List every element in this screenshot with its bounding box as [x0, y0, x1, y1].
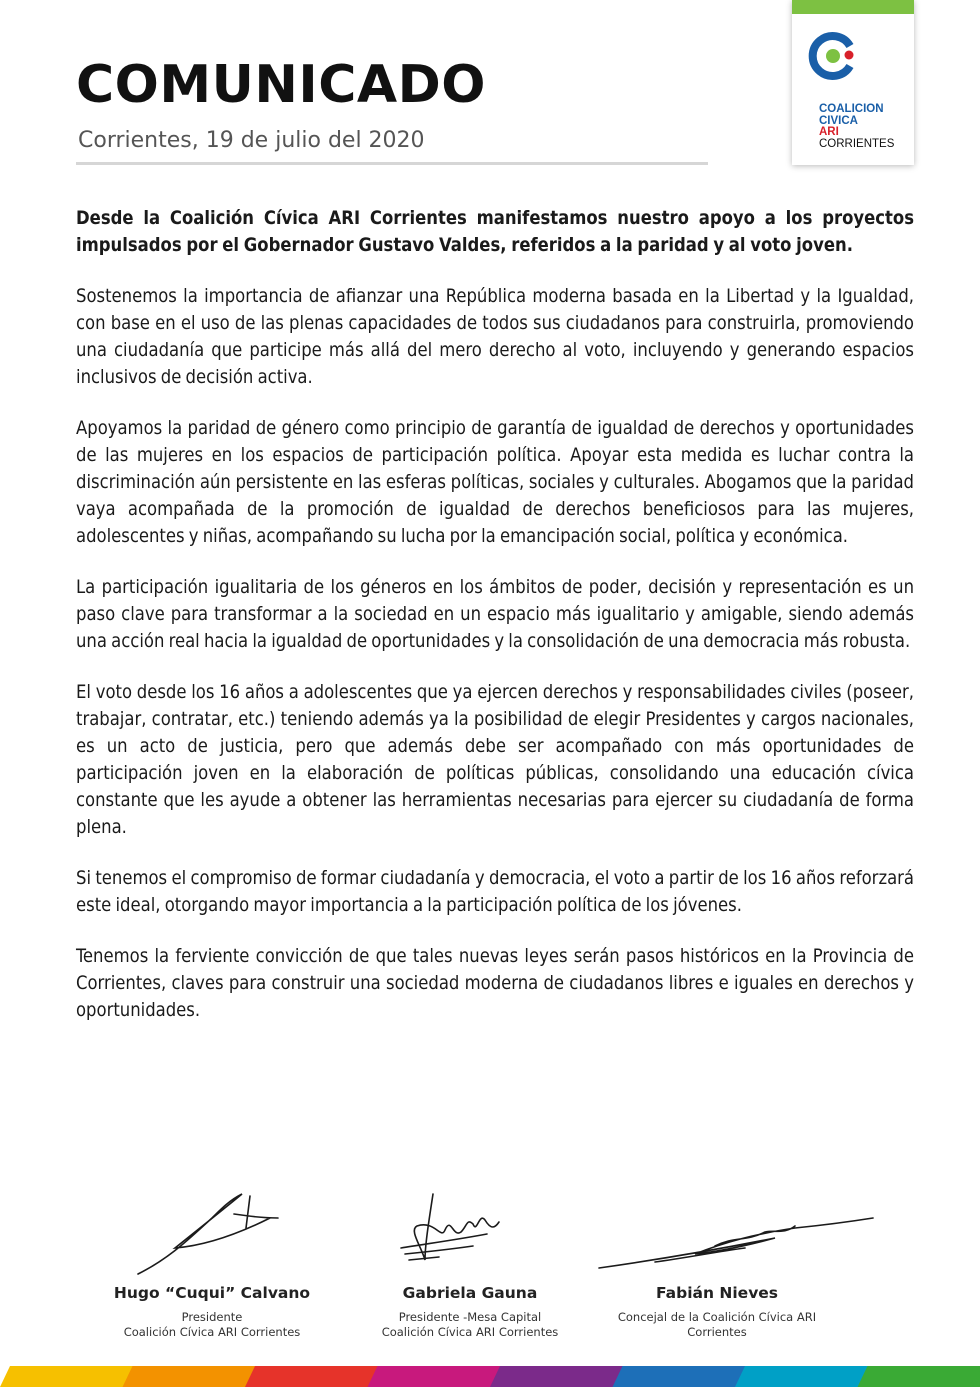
signer-role-gauna [350, 1310, 590, 1340]
signature-calvano [130, 1188, 290, 1280]
signer-role-calvano [92, 1310, 332, 1340]
logo-green-bar [792, 0, 914, 14]
logo-text-ari: ARI [819, 126, 839, 138]
signer-role-line: Corrientes [687, 1325, 747, 1339]
body-paragraph: Apoyamos la paridad de género como principio de garantía de igualdad de derechos y oportunidades de las mujeres en los espacios de participación política. Apoyar esta medida es luchar contra la discriminación aún persistente en las esferas políticas, sociales y culturales. Abogamos que la paridad vaya acompañada de la promoción de igualdad de derechos beneficiosos para las mujeres, adolescentes y niñas, acompañando su lucha por la emancipación social, política y económica. [76, 418, 914, 547]
footer-color-strip [0, 1366, 980, 1387]
logo-text-corrientes: CORRIENTES [819, 137, 895, 150]
footer-stripe-segment [123, 1366, 257, 1387]
signer-role-line: Coalición Cívica ARI Corrientes [381, 1325, 559, 1339]
party-logo [792, 0, 914, 165]
signer-name-gauna: Gabriela Gauna [402, 1284, 538, 1302]
body-paragraph: Tenemos la ferviente convicción de que tales nuevas leyes serán pasos históricos en la Provincia de Corrientes, claves para construir una sociedad moderna de ciudadanos libres e iguales en derechos y oportunidades. [76, 946, 914, 1021]
header-divider [76, 162, 708, 165]
footer-stripe-segment [0, 1366, 134, 1387]
lead-paragraph: Desde la Coalición Cívica ARI Corrientes manifestamos nuestro apoyo a los proyectos impulsados por el Gobernador Gustavo Valdes, referidos a la paridad y al voto joven. [76, 208, 914, 256]
signer-role-line: Presidente -Mesa Capital [398, 1310, 542, 1324]
signer-name-calvano: Hugo “Cuqui” Calvano [113, 1284, 311, 1302]
signer-role-line: Coalición Cívica ARI Corrientes [123, 1325, 301, 1339]
footer-stripe-segment [368, 1366, 502, 1387]
logo-text-coalicion: COALICION [819, 103, 884, 115]
logo-wordmark [819, 104, 894, 150]
dateline: Corrientes, 19 de julio del 2020 [78, 128, 425, 153]
footer-stripe-segment [490, 1366, 624, 1387]
footer-stripe-segment [613, 1366, 747, 1387]
signer-role-nieves [597, 1310, 837, 1340]
signature-nieves [595, 1212, 880, 1274]
signer-role-line: Presidente [181, 1310, 243, 1324]
signature-gauna [395, 1190, 515, 1282]
footer-stripe-segment [735, 1366, 869, 1387]
statement-body [76, 205, 914, 1048]
body-paragraph: Si tenemos el compromiso de formar ciudadanía y democracia, el voto a partir de los 16 años reforzará este ideal, otorgando mayor importancia a la participación política de los jóvenes. [76, 868, 914, 916]
body-paragraph: La participación igualitaria de los géneros en los ámbitos de poder, decisión y representación es un paso clave para transformar a la sociedad en un espacio más igualitario y amigable, siendo además una acción real hacia la igualdad de oportunidades y la consolidación de una democracia más robusta. [76, 577, 914, 652]
signer-name-nieves: Fabián Nieves [655, 1284, 779, 1302]
logo-text-civica: CIVICA [819, 114, 858, 127]
logo-emblem-icon [806, 28, 864, 84]
footer-stripe-segment [245, 1366, 379, 1387]
footer-stripe-segment [858, 1366, 980, 1387]
signer-role-line: Concejal de la Coalición Cívica ARI [617, 1310, 817, 1324]
body-paragraph: El voto desde los 16 años a adolescentes que ya ejercen derechos y responsabilidades civiles (poseer, trabajar, contratar, etc.) teniendo además ya la posibilidad de elegir Presidentes y cargos nacionales, es un acto de justicia, pero que además debe ser acompañado con más oportunidades de participación joven en la elaboración de políticas públicas, consolidando una educación cívica constante que les ayude a obtener las herramientas necesarias para ejercer su ciudadanía de forma plena. [76, 682, 914, 838]
document-title: COMUNICADO [76, 55, 486, 115]
body-paragraph: Sostenemos la importancia de afianzar una República moderna basada en la Libertad y la Igualdad, con base en el uso de las plenas capacidades de todos sus ciudadanos para construirla, promoviendo una ciudadanía que participe más allá del mero derecho al voto, incluyendo y generando espacios inclusivos de decisión activa. [76, 286, 914, 388]
